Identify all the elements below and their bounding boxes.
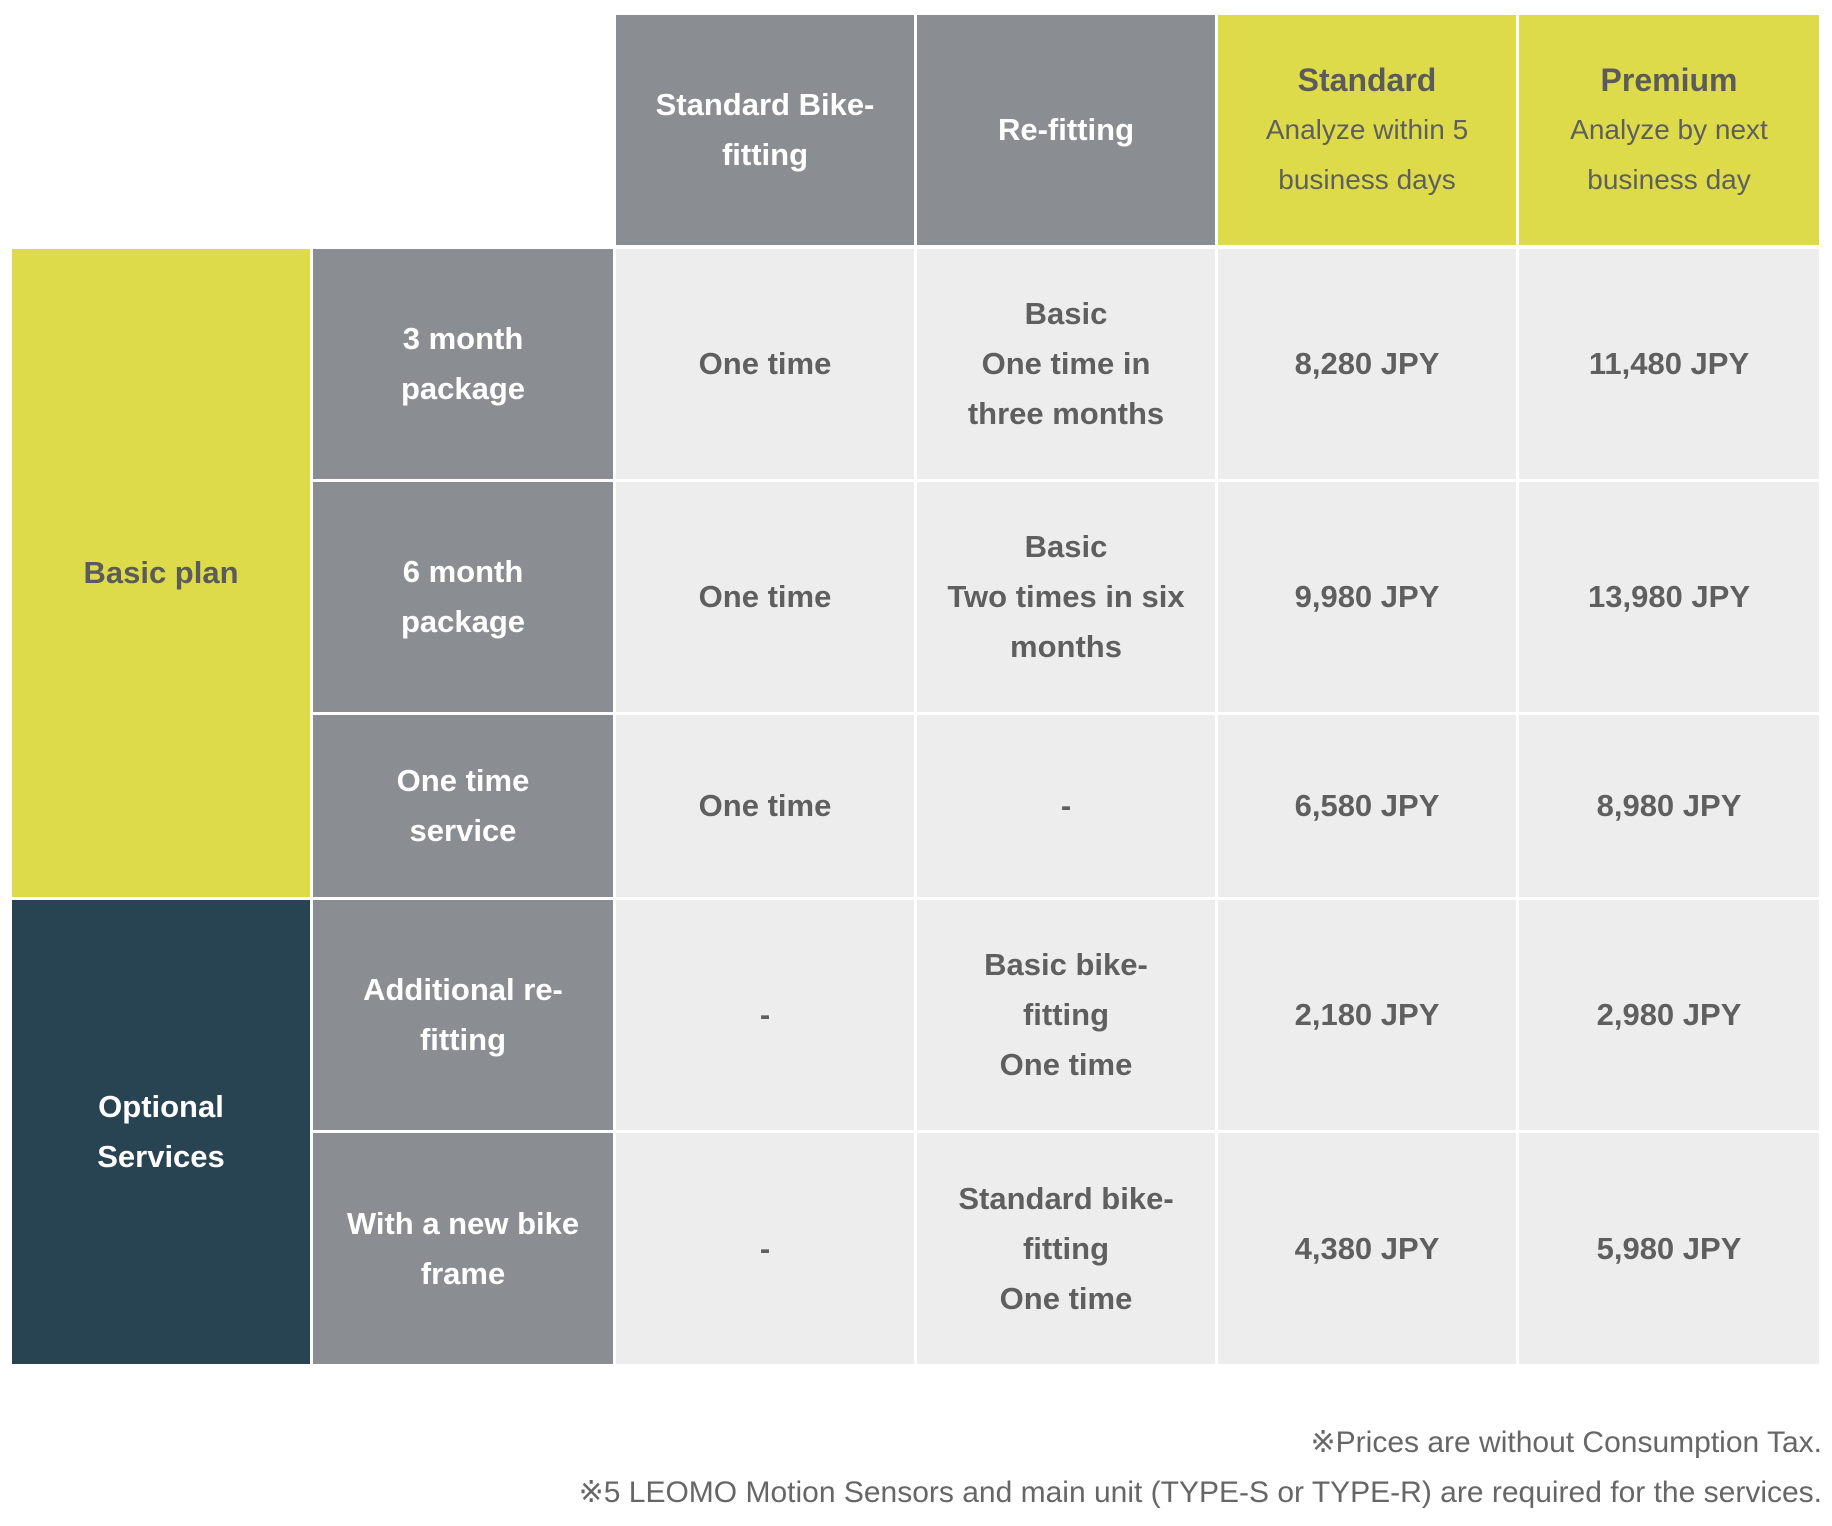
col-header-subtitle: Analyze by next [1570, 114, 1768, 145]
cell-text: months [1010, 629, 1122, 664]
price-text: 9,980 JPY [1294, 579, 1440, 614]
price-text: 13,980 JPY [1587, 579, 1751, 614]
cell-text: - [759, 1230, 771, 1266]
cell-price-premium [1519, 482, 1819, 712]
row-label-line: One time [396, 763, 530, 798]
cell-bike-fitting [616, 482, 914, 712]
row-label-6-month-package [313, 482, 613, 712]
cell-price-premium [1519, 900, 1819, 1130]
cell-price-premium [1519, 1133, 1819, 1364]
col-header-standard-bike-fitting [616, 15, 914, 245]
col-header-subtitle: business day [1587, 164, 1751, 195]
row-label-line: 3 month [402, 321, 524, 356]
cell-price-standard [1218, 249, 1516, 479]
price-text: 11,480 JPY [1588, 346, 1750, 381]
cell-text: Basic [1024, 296, 1108, 331]
footnotes [579, 1418, 1822, 1518]
cell-text: One time [698, 579, 832, 614]
price-text: 8,980 JPY [1596, 788, 1742, 823]
cell-text: three months [967, 396, 1165, 431]
price-text: 5,980 JPY [1596, 1230, 1742, 1266]
col-header-title: Standard [1297, 62, 1437, 98]
footnote-sensors: ※5 LEOMO Motion Sensors and main unit (TYPE-S or TYPE-R) are required for the services. [578, 1476, 1822, 1509]
cell-price-premium [1519, 249, 1819, 479]
cell-text: One time [698, 346, 832, 381]
price-text: 6,580 JPY [1294, 788, 1440, 823]
row-label-line: service [409, 813, 517, 848]
col-header-premium [1519, 15, 1819, 245]
cell-text: Two times in six [947, 579, 1185, 614]
cell-text: Basic bike- [984, 947, 1148, 982]
group-optional-services [12, 900, 310, 1364]
cell-re-fitting [917, 249, 1215, 479]
cell-price-standard [1218, 715, 1516, 897]
cell-re-fitting [917, 900, 1215, 1130]
cell-bike-fitting [616, 1133, 914, 1364]
cell-text: Basic [1024, 529, 1108, 564]
price-text: 2,180 JPY [1294, 997, 1440, 1032]
row-label-line: fitting [419, 1022, 507, 1057]
price-text: 8,280 JPY [1294, 346, 1440, 381]
row-label-additional-re-fitting [313, 900, 613, 1130]
cell-text: fitting [1022, 1230, 1110, 1266]
price-text: 4,380 JPY [1294, 1230, 1440, 1266]
cell-re-fitting [917, 482, 1215, 712]
cell-text: One time [999, 1047, 1133, 1082]
group-label-line: Optional [98, 1089, 224, 1124]
col-header-standard [1218, 15, 1516, 245]
row-label-line: Additional re- [363, 972, 563, 1007]
col-header-line: fitting [721, 137, 809, 172]
price-text: 2,980 JPY [1596, 997, 1742, 1032]
row-label-line: frame [420, 1255, 506, 1291]
cell-re-fitting [917, 715, 1215, 897]
row-label-3-month-package [313, 249, 613, 479]
cell-text: One time [999, 1280, 1133, 1316]
cell-bike-fitting [616, 900, 914, 1130]
col-header-subtitle: Analyze within 5 [1265, 114, 1469, 145]
group-label: Basic plan [83, 555, 239, 590]
cell-bike-fitting [616, 715, 914, 897]
row-label-line: With a new bike [346, 1205, 580, 1241]
cell-price-standard [1218, 482, 1516, 712]
cell-price-standard [1218, 1133, 1516, 1364]
cell-price-premium [1519, 715, 1819, 897]
group-label-line: Services [97, 1139, 225, 1174]
col-header-subtitle: business days [1278, 164, 1456, 195]
row-label-one-time-service [313, 715, 613, 897]
col-header-line: Standard Bike- [655, 87, 875, 122]
cell-text: - [759, 997, 771, 1032]
group-basic-plan [12, 249, 310, 897]
cell-text: - [1060, 788, 1072, 823]
cell-re-fitting [917, 1133, 1215, 1364]
col-header-re-fitting [917, 15, 1215, 245]
col-header-line: Re-fitting [997, 112, 1135, 147]
cell-text: Standard bike- [958, 1180, 1174, 1216]
cell-text: fitting [1022, 997, 1110, 1032]
row-label-line: package [400, 604, 526, 639]
row-label-with-a-new-bike-frame [313, 1133, 613, 1364]
row-label-line: 6 month [402, 554, 524, 589]
footnote-tax: ※Prices are without Consumption Tax. [1310, 1426, 1822, 1459]
col-header-title: Premium [1600, 62, 1738, 98]
cell-bike-fitting [616, 249, 914, 479]
cell-text: One time in [981, 346, 1151, 381]
cell-text: One time [698, 788, 832, 823]
row-label-line: package [400, 371, 526, 406]
cell-price-standard [1218, 900, 1516, 1130]
